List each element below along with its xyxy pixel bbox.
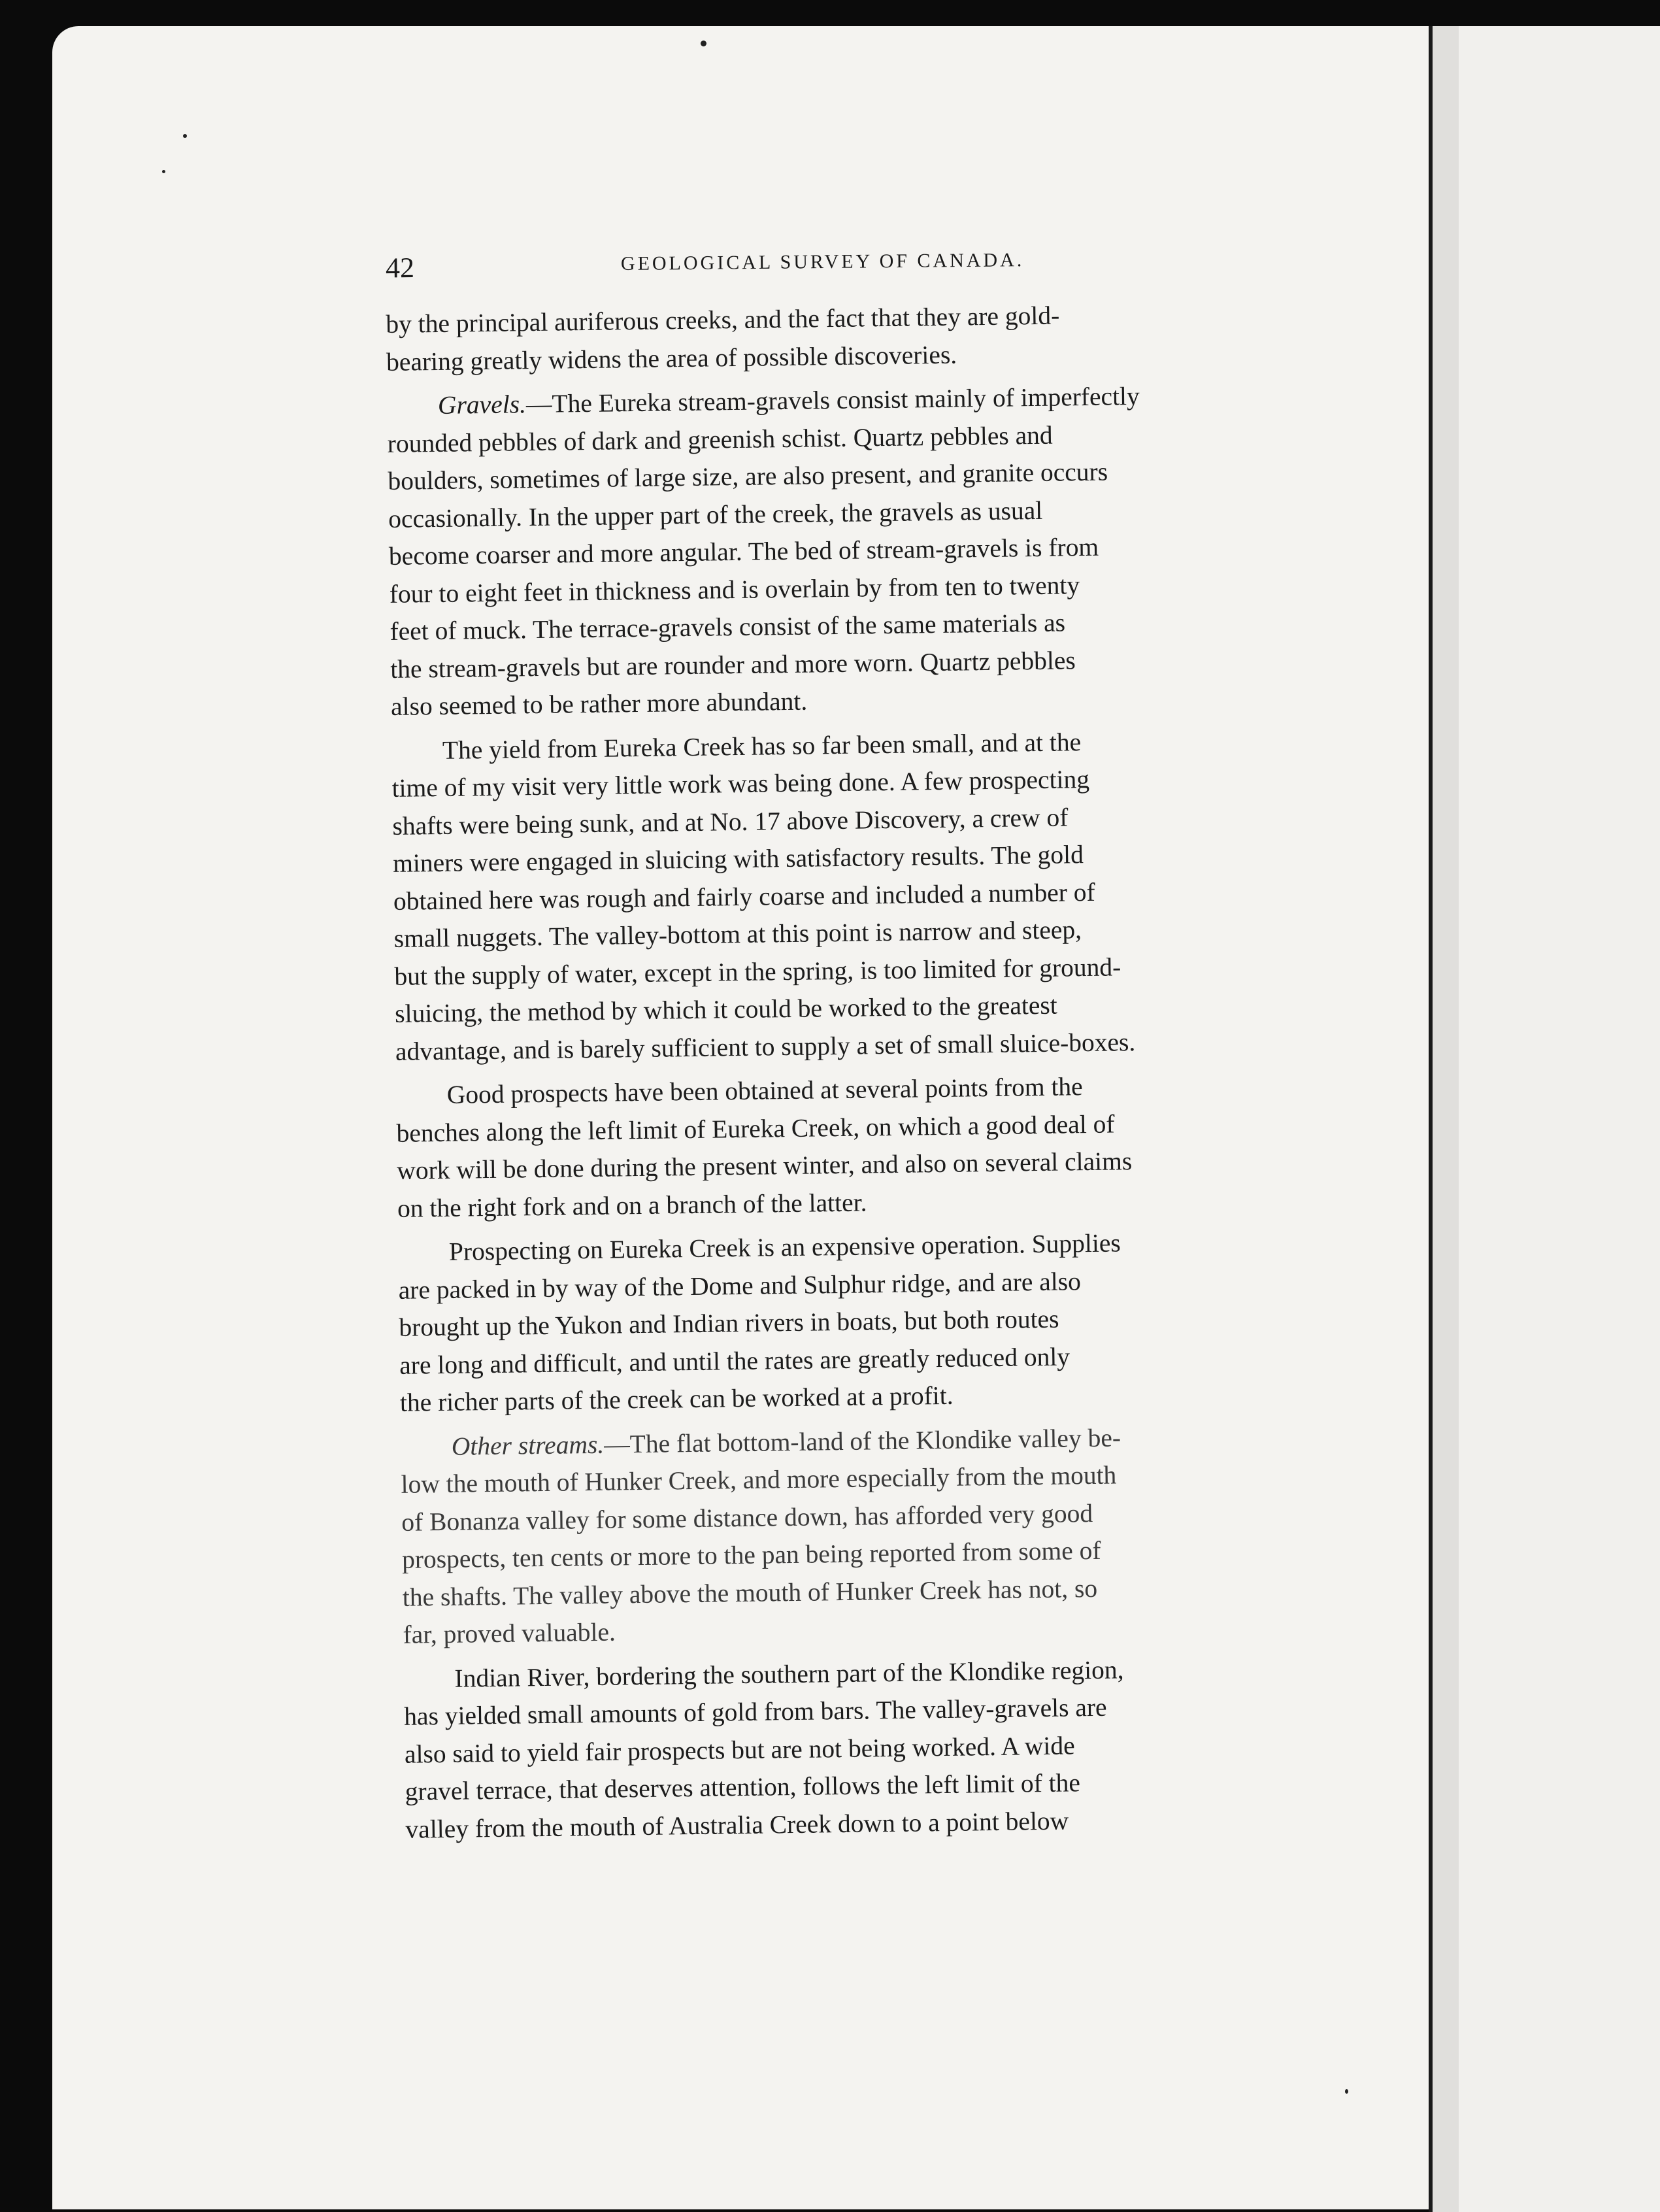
text-line: prospects, ten cents or more to the pan being reported from some of: [401, 1535, 1101, 1574]
text-run: —The flat bottom-land of the Klondike valley be-: [603, 1422, 1121, 1459]
body-text: [386, 294, 1304, 1849]
text-line: Good prospects have been obtained at several points from the: [446, 1072, 1083, 1109]
paragraph-prospects: [395, 1065, 1296, 1228]
text-line: rounded pebbles of dark and greenish schist. Quartz pebbles and: [387, 420, 1053, 458]
text-line: miners were engaged in sluicing with satisfactory results. The gold: [392, 840, 1084, 878]
running-head: GEOLOGICAL SURVEY OF CANADA.: [620, 249, 1025, 275]
text-line: obtained here was rough and fairly coarse and included a number of: [393, 877, 1095, 916]
text-line: also said to yield fair prospects but are not being worked. A wide: [404, 1730, 1075, 1769]
section-label: Other streams.: [451, 1430, 605, 1461]
text-line: The yield from Eureka Creek has so far been small, and at the: [442, 727, 1082, 765]
text-line: are long and difficult, and until the rates are greatly reduced only: [399, 1341, 1071, 1380]
text-line: become coarser and more angular. The bed of stream-gravels is from: [388, 532, 1099, 571]
text-line: small nuggets. The valley-bottom at this point is narrow and steep,: [393, 915, 1082, 953]
text-line: work will be done during the present winter, and also on several claims: [397, 1147, 1133, 1185]
text-line: has yielded small amounts of gold from bars. The valley-gravels are: [403, 1692, 1107, 1731]
text-line: occasionally. In the upper part of the creek, the gravels as usual: [388, 495, 1043, 533]
text-line: four to eight feet in thickness and is overlain by from ten to twenty: [389, 570, 1080, 609]
paragraph-1: [386, 294, 1285, 381]
paragraph-gravels: [387, 376, 1290, 726]
paragraph-indian-river: [403, 1649, 1304, 1848]
text-line: the shafts. The valley above the mouth of Hunker Creek has not, so: [402, 1573, 1098, 1612]
text-line: also seemed to be rather more abundant.: [390, 686, 808, 721]
text-line: Indian River, bordering the southern part of the Klondike region,: [454, 1654, 1124, 1693]
text-line: bearing greatly widens the area of possible discoveries.: [386, 340, 957, 377]
text-line: benches along the left limit of Eureka Creek, on which a good deal of: [396, 1109, 1115, 1148]
paragraph-supplies: [398, 1222, 1299, 1422]
scan-speck: [701, 41, 706, 46]
text-line: feet of muck. The terrace-gravels consist of the same materials as: [390, 608, 1066, 646]
text-line: gravel terrace, that deserves attention, follows the left limit of the: [405, 1768, 1081, 1806]
text-line: of Bonanza valley for some distance down, has afforded very good: [401, 1498, 1093, 1537]
scan-speck: [1345, 2089, 1348, 2094]
text-line: low the mouth of Hunker Creek, and more especially from the mouth: [401, 1460, 1117, 1499]
text-line: are packed in by way of the Dome and Sulphur ridge, and are also: [398, 1266, 1082, 1305]
right-page: [1459, 26, 1660, 2212]
section-label: Gravels.: [437, 390, 527, 420]
text-line: far, proved valuable.: [403, 1617, 616, 1649]
text-line: sluicing, the method by which it could be worked to the greatest: [394, 990, 1057, 1028]
text-line: by the principal auriferous creeks, and the fact that they are gold-: [386, 301, 1060, 339]
text-line: Prospecting on Eureka Creek is an expensive operation. Supplies: [448, 1228, 1121, 1266]
text-line: boulders, sometimes of large size, are also present, and granite occurs: [388, 457, 1108, 495]
text-line: the richer parts of the creek can be worked at a profit.: [399, 1381, 954, 1417]
text-line: the stream-gravels but are rounder and more worn. Quartz pebbles: [390, 645, 1076, 684]
paragraph-yield: [391, 720, 1295, 1070]
text-run: —The Eureka stream-gravels consist mainly of imperfectly: [525, 381, 1140, 419]
text-line: advantage, and is barely sufficient to supply a set of small sluice-boxes.: [395, 1027, 1136, 1066]
text-line: but the supply of water, except in the spring, is too limited for ground-: [394, 952, 1121, 991]
scan-speck: [162, 170, 165, 173]
text-line: valley from the mouth of Australia Creek down to a point below: [405, 1806, 1069, 1844]
text-line: time of my visit very little work was being done. A few prospecting: [391, 764, 1090, 803]
text-line: brought up the Yukon and Indian rivers in boats, but both routes: [399, 1304, 1059, 1342]
paragraph-other-streams: [400, 1416, 1301, 1654]
page-number: 42: [385, 252, 415, 284]
text-line: on the right fork and on a branch of the latter.: [397, 1187, 867, 1223]
text-line: shafts were being sunk, and at No. 17 above Discovery, a crew of: [392, 802, 1069, 841]
scan-speck: [183, 134, 187, 138]
